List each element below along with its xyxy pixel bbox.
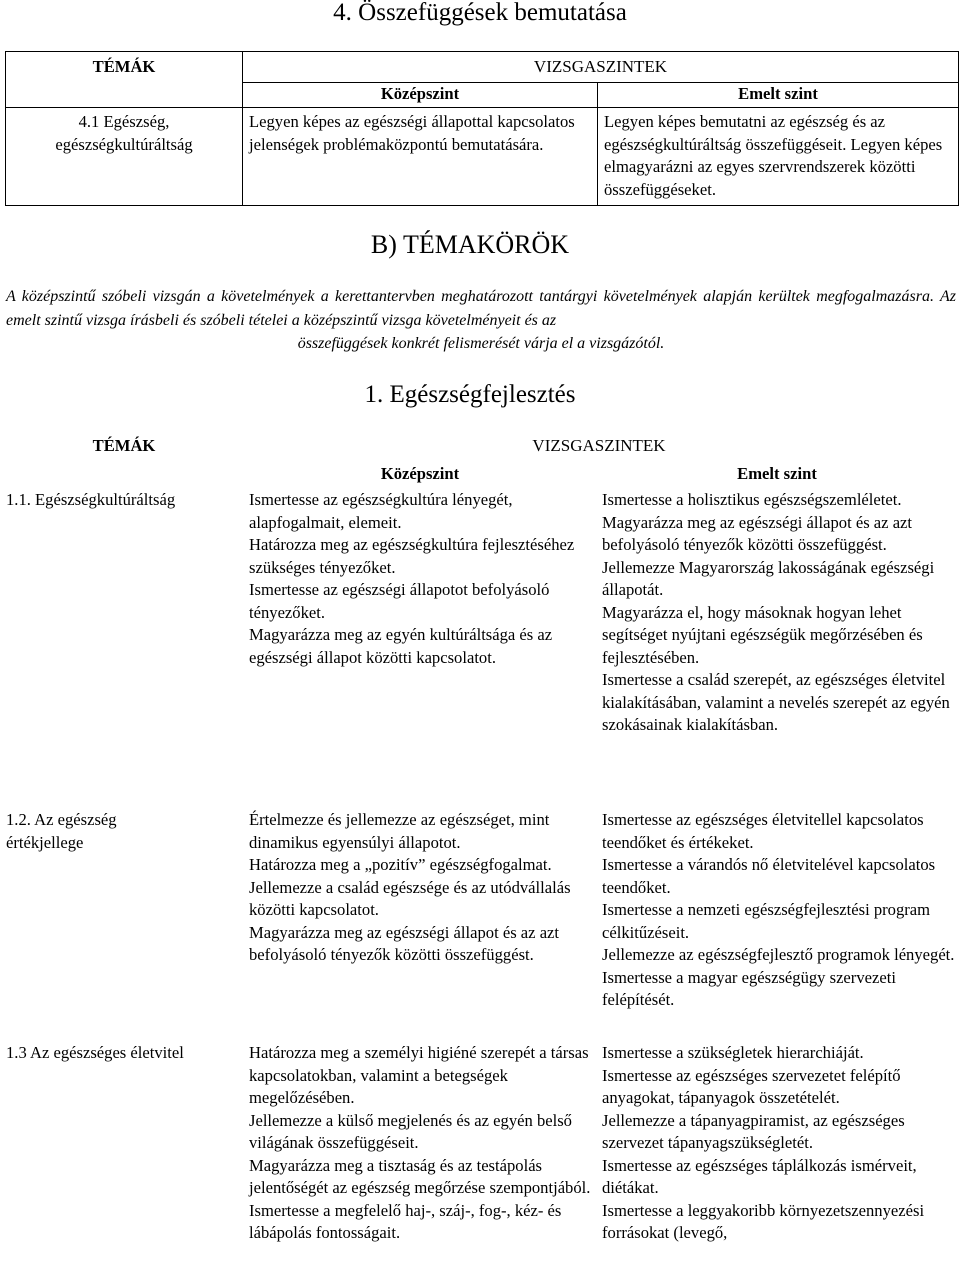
mid-level-header: Középszint [243, 83, 598, 108]
table-row [6, 1042, 956, 1245]
intro-text-last-line: összefüggések konkrét felismerését várja el a vizsgázótól. [297, 335, 665, 352]
topic-cell: 1.2. Az egészség értékjellege [6, 810, 117, 852]
adv-level-header: Emelt szint [598, 83, 959, 108]
exam-levels-header: VIZSGASZINTEK [243, 52, 959, 83]
adv-level-cell: Legyen képes bemutatni az egészség és az egészségkultúráltság összefüggéseit. Legyen képes elmagyarázni az egyes szervrendszerek közötti összefüggéseket. [598, 108, 959, 206]
adv-level-cell: Ismertesse a holisztikus egészségszemléletet. Magyarázza meg az egészségi állapot és az azt befolyásoló tényezők közötti összefüggést. Jellemezze Magyarország lakosságának egészségi állapotát. Magyarázza el, hogy másoknak hogyan lehet segítséget nyújtani egészségük megőrzésében és fejlesztésében. Ismertesse a család szerepét, az egészséges életvitel kialakításában, valamint a nevelés szerepét az egyén szokásainak kialakításban. [602, 490, 950, 734]
section-1-table [6, 435, 956, 1245]
mid-level-cell: Értelmezze és jellemezze az egészséget, mint dinamikus egyensúlyi állapotot. Határozza meg a „pozitív” egészségfogalmat. Jellemezze a család egészsége és az utódvállalás közötti kapcsolatot. Magyarázza meg az egészségi állapot és az azt befolyásoló tényezők közötti összefüggést. [249, 810, 571, 964]
topic-cell: 4.1 Egészség, egészségkultúráltság [6, 108, 243, 206]
section-4-table [5, 51, 959, 206]
table-header-row [6, 435, 956, 460]
section-b-title: B) TÉMAKÖRÖK [370, 230, 570, 259]
table-row [6, 809, 956, 1042]
level-header-row [6, 460, 956, 489]
table-row [6, 108, 959, 206]
topic-cell: 1.1. Egészségkultúráltság [6, 490, 176, 509]
adv-level-cell: Ismertesse az egészséges életvitellel kapcsolatos teendőket és értékeket. Ismertesse a várandós nő életvitelével kapcsolatos teendőket. Ismertesse a nemzeti egészségfejlesztési program célkitűzéseit. Jellemezze az egészségfejlesztő programok lényegét. Ismertesse a magyar egészségügy szervezeti felépítését. [602, 810, 955, 1009]
topics-header: TÉMÁK [6, 52, 243, 108]
adv-level-cell: Ismertesse a szükségletek hierarchiáját. Ismertesse az egészséges szervezetet felépítő anyagokat, tápanyagok összetételét. Jellemezze a tápanyagpiramist, az egészséges szervezet tápanyagszükségletét. Ismertesse az egészséges táplálkozás ismérveit, diétákat. Ismertesse a leggyakoribb környezetszennyezési forrásokat (levegő, [602, 1043, 925, 1242]
intro-text: A középszintű szóbeli vizsgán a követelmények a kerettantervben meghatározott tantárgyi követelmények alapján kerültek megfogalmazásra. Az emelt szintű vizsga írásbeli és szóbeli tételei a középszintű vizsga követelményeit és az [6, 288, 956, 329]
mid-level-cell: Határozza meg a személyi higiéné szerepét a társas kapcsolatokban, valamint a betegségek megelőzésében. Jellemezze a külső megjelenés és az egyén belső világának összefüggéseit. Magyarázza meg a tisztaság és az testápolás jelentőségét az egészség megőrzése szempontjából. Ismertesse a megfelelő haj-, száj-, fog-, kéz- és lábápolás fontosságait. [249, 1043, 591, 1242]
mid-level-cell: Legyen képes az egészségi állapottal kapcsolatos jelenségek problémaközpontú bemutatására. [243, 108, 598, 206]
section-4-title: 4. Összefüggések bemutatása [333, 0, 627, 26]
table-header-row [6, 52, 959, 83]
topic-cell: 1.3 Az egészséges életvitel [6, 1043, 184, 1062]
exam-levels-header: VIZSGASZINTEK [532, 436, 666, 455]
mid-level-cell: Ismertesse az egészségkultúra lényegét, alapfogalmait, elemeit. Határozza meg az egészségkultúra fejlesztéséhez szükséges tényezőket. Ismertesse az egészségi állapotot befolyásoló tényezőket. Magyarázza meg az egyén kultúráltsága és az egészségi állapot közötti kapcsolatot. [249, 490, 575, 667]
adv-level-header: Emelt szint [737, 464, 817, 484]
section-1-title: 1. Egészségfejlesztés [364, 381, 576, 408]
section-b-intro [6, 285, 956, 356]
table-row [6, 489, 956, 809]
mid-level-header: Középszint [380, 464, 460, 484]
topics-header: TÉMÁK [92, 436, 156, 455]
empty-cell [6, 460, 242, 489]
